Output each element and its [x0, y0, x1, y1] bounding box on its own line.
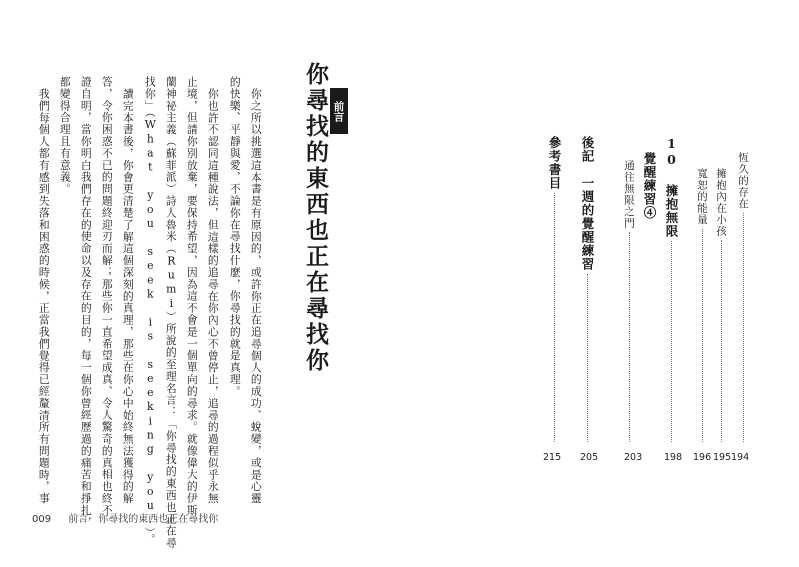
toc-entry-title: 通往無限之門 — [623, 160, 635, 229]
toc-page-number: 203 — [624, 452, 643, 463]
toc-page-number: 205 — [580, 452, 599, 463]
paragraph-line: 找你」（What you seek is seeking you.）。 — [143, 76, 157, 546]
toc-entry-title: 10 擁抱無限 — [664, 136, 679, 238]
toc-entry[interactable] — [578, 136, 596, 448]
paragraph-line: 我們每個人都有感到失落和困惑的時候，正當我們覺得已經釐清所有問題時，事 — [37, 88, 51, 505]
toc-leader — [629, 232, 630, 442]
toc-entry-title: 參考書目 — [547, 136, 562, 190]
toc-entry[interactable] — [545, 136, 563, 448]
toc-page-number: 198 — [664, 452, 683, 463]
toc-leader — [587, 274, 588, 442]
paragraph-line: 答，令你困惑不已的問題終迎刃而解；那些你一直希望成真、令人驚奇的真相也終不 — [100, 76, 114, 517]
toc-leader — [671, 241, 672, 442]
toc-leader — [721, 240, 722, 442]
toc-leader — [702, 229, 703, 443]
toc-entry-title: 寬恕的能量 — [696, 168, 708, 226]
toc-page-number: 194 — [731, 452, 750, 463]
paragraph-line: 的快樂、平靜與愛，不論你在尋找什麼，你尋找的就是真理。 — [228, 76, 242, 398]
paragraph-line: 止境，但請你別放棄，要保持希望，因為這不會是一個單向的尋求。就像偉大的伊斯 — [185, 76, 199, 517]
toc-entry[interactable] — [662, 136, 680, 448]
page-footer — [32, 510, 218, 525]
toc-entry[interactable] — [695, 168, 710, 448]
page-title: 你尋找的東西也正在尋找你 — [302, 62, 329, 374]
toc-page-number: 196 — [693, 452, 712, 463]
toc-entry-title: 覺醒練習④ — [642, 152, 657, 220]
toc-entry[interactable] — [640, 152, 658, 220]
paragraph-line: 你也許不認同這種說法，但這樣的追尋在你內心不曾停止，追尋的過程似乎永無 — [206, 88, 220, 505]
toc-page-number: 215 — [543, 452, 562, 463]
toc-entry-title: 後記 一週的覺醒練習 — [580, 136, 595, 271]
toc-leader — [743, 213, 744, 443]
preface-tag: 前言 — [330, 88, 348, 134]
toc-entry-title: 擁抱內在小孩 — [715, 168, 727, 237]
running-head: 前言 你尋找的東西也正在尋找你 — [68, 514, 219, 525]
paragraph-line: 你之所以挑選這本書是有原因的，或許你正在追尋個人的成功、蛻變，或是心靈 — [249, 88, 263, 505]
toc-entry[interactable] — [714, 168, 729, 448]
toc-entry-title: 恆久的存在 — [737, 152, 749, 210]
paragraph-line: 都變得合理且有意義。 — [58, 76, 72, 195]
toc-leader — [554, 193, 555, 442]
toc-page-number: 195 — [713, 452, 732, 463]
page-number: 009 — [32, 514, 52, 525]
paragraph-line: 讀完本書後，你會更清楚了解這個深刻的真理，那些在你心中始終無法獲得的解 — [121, 88, 135, 505]
paragraph-line: 證自明，當你明白我們存在的使命以及存在的目的，每一個你曾經歷過的痛苦和掙扎， — [79, 76, 93, 529]
paragraph-line: 蘭神祕主義（蘇菲派）詩人魯米（Rumi）所說的至理名言：「你尋找的東西也正在尋 — [164, 76, 178, 549]
toc-entry[interactable] — [622, 160, 637, 448]
toc-entry[interactable] — [736, 152, 751, 448]
